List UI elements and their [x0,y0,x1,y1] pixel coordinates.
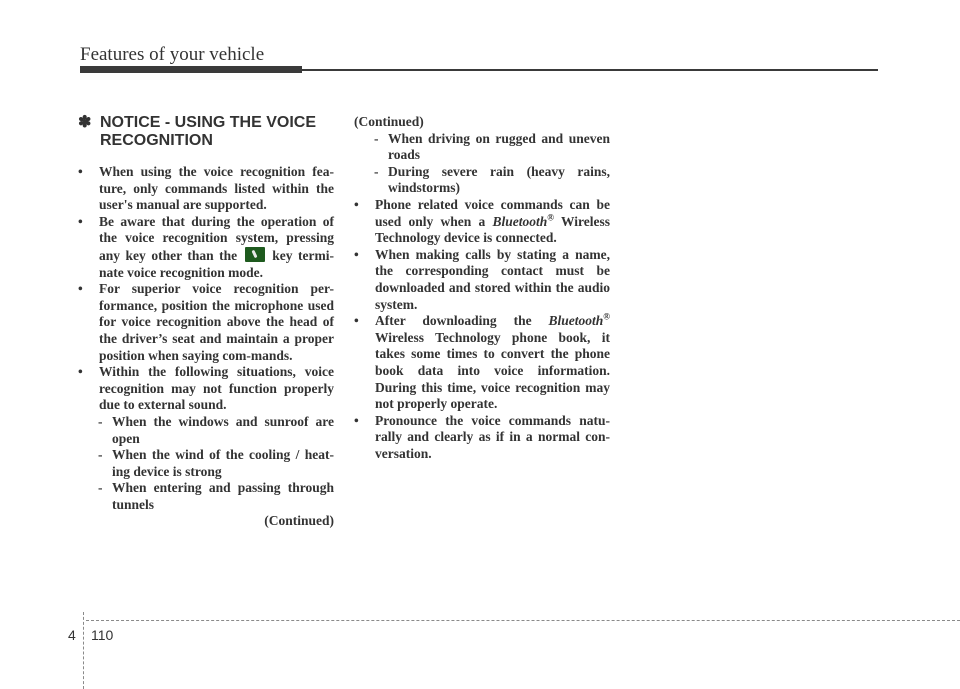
dash-icon: - [98,413,103,429]
page-header-title: Features of your vehicle [80,44,265,65]
bullet-icon: • [78,281,83,297]
bullet-icon: • [78,213,83,229]
bullet-item: • After downloading the Bluetooth® Wireless Technology phone book, it takes some times to convert the phone book data into voice information. During this time, voice recognition may not properly operate. [354,311,611,412]
bullet-item: • Pronounce the voice commands natu-rally and clearly as if in a normal con-versation. [354,412,610,461]
continued-label: (Continued) [354,114,424,129]
notice-heading [78,114,334,150]
dash-icon: - [98,480,103,496]
header-bar-thin [300,69,878,71]
notice-title: NOTICE - USING THE VOICE RECOGNITION [100,114,317,149]
dash-icon: - [98,447,103,463]
header-bar-thick [80,66,302,73]
bullet-icon: • [354,196,359,212]
registered-mark: ® [547,212,554,223]
right-column [354,114,610,462]
dash-icon: - [374,163,379,179]
bluetooth-term: Bluetooth [492,213,548,229]
footer-divider [86,620,960,621]
voice-recognition-key-icon [245,247,265,262]
bullet-item: • Within the following situations, voice recognition may not function properly due to external sound. [78,364,334,413]
dash-item: - During severe rain (heavy rains, windstorms) [374,163,610,196]
bullet-icon: • [78,364,83,380]
bullet-item: • For superior voice recognition per-formance, position the microphone used for voice recognition above the head of the driver’s seat and maintain a proper position when saying com-mands. [78,281,334,363]
bullet-icon: • [354,412,359,428]
bullet-item: • Phone related voice commands can be used only when a Bluetooth® Wireless Technology device is connected. [354,196,610,246]
dash-item: - When driving on rugged and uneven roads [374,130,610,163]
footer-vertical-divider [83,612,84,689]
dash-icon: - [374,130,379,146]
notice-asterisk-icon: ✽ [78,114,92,131]
bullet-item: • When making calls by stating a name, the corresponding contact must be downloaded and stored within the audio system. [354,246,610,312]
bullet-icon: • [78,164,83,179]
page-number: 110 [91,627,114,643]
left-column [78,114,334,530]
bullet-item: • When using the voice recognition fea-ture, only commands listed within the user's manual are supported. [78,164,334,213]
chapter-number: 4 [68,627,76,643]
registered-mark: ® [603,311,611,322]
bullet-icon: • [354,246,359,262]
continued-label: (Continued) [264,513,334,529]
dash-item: - When entering and passing through tunnels [98,480,334,512]
bullet-icon: • [354,313,359,329]
bullet-item: • Be aware that during the operation of the voice recognition system, pressing any key other than the key termi-nate voice recognition mode. [78,213,335,280]
bluetooth-term: Bluetooth [548,313,604,329]
dash-item: - When the wind of the cooling / heat-ing device is strong [98,447,334,479]
dash-item: - When the windows and sunroof are open [98,413,334,446]
